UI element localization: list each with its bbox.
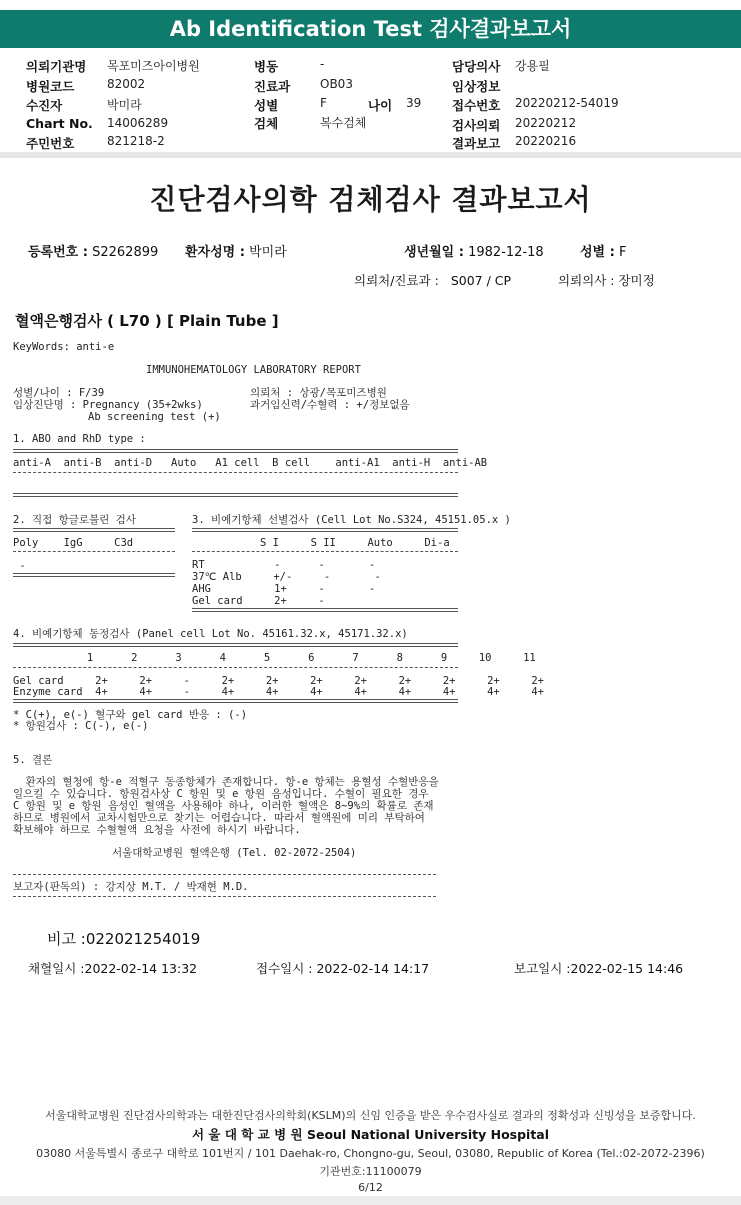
- history: 과거임신력/수혈력 : +/정보없음: [250, 399, 410, 411]
- header-info: [0, 50, 741, 150]
- label-hospital-code: 병원코드: [26, 79, 75, 94]
- requesting-doctor: [558, 271, 655, 289]
- value-patient: 박미라: [107, 98, 142, 112]
- screening-title: 3. 비예기항체 선별검사 (Cell Lot No.S324, 45151.05.x ): [192, 514, 511, 526]
- rule: [192, 528, 458, 532]
- label-specimen: 검체: [254, 116, 279, 131]
- lab-title: IMMUNOHEMATOLOGY LABORATORY REPORT: [146, 364, 361, 376]
- requesting-dept: [354, 271, 511, 289]
- receipt-time: 접수일시 : 2022-02-14 14:17: [256, 961, 430, 976]
- label-ward: 병동: [254, 59, 279, 74]
- value-hospital-code: 82002: [107, 77, 146, 91]
- birth-date: [404, 241, 544, 260]
- label-resident-no: 주민번호: [26, 136, 75, 151]
- diagnosis-2: Ab screening test (+): [88, 411, 221, 423]
- hospital-name-kr: 서 울 대 학 교 병 원: [191, 1127, 303, 1142]
- abo-title: 1. ABO and RhD type :: [13, 433, 146, 445]
- diagnosis: 임상진단명 : Pregnancy (35+2wks): [13, 399, 203, 411]
- rule: [192, 608, 458, 612]
- dob-value: 1982-12-18: [468, 245, 544, 260]
- sex-age: 성별/나이 : F/39: [13, 387, 105, 399]
- lab-report-title: 진단검사의학 검체검사 결과보고서: [149, 183, 592, 216]
- remark: [47, 928, 200, 949]
- label-doctor: 담당의사: [452, 59, 501, 74]
- sex-label: 성별 :: [580, 245, 615, 260]
- screening-row-ahg: AHG 1+ - -: [192, 583, 376, 595]
- conclusion-line-2: 일으킬 수 있습니다. 항원검사상 C 항원 및 e 항원 음성입니다. 수혈이 필요한 경우: [13, 788, 429, 800]
- keywords: KeyWords: anti-e: [13, 341, 115, 353]
- value-report-date: 20220216: [515, 134, 577, 148]
- conclusion-line-3: C 항원 및 e 항원 음성인 혈액을 사용해야 하나, 이러한 혈액은 8~9%의 확률로 존재: [13, 800, 434, 812]
- section-divider: [0, 152, 741, 158]
- value-department: OB03: [320, 77, 353, 91]
- value-request-date: 20220212: [515, 116, 577, 130]
- section-title: 혈액은행검사 ( L70 ) [ Plain Tube ]: [15, 312, 279, 330]
- report-title: Ab Identification Test 검사결과보고서: [169, 17, 572, 41]
- label-department: 진료과: [254, 79, 291, 94]
- conclusion-title: 5. 결론: [13, 754, 53, 766]
- label-age: 나이: [368, 98, 393, 113]
- label-patient: 수진자: [26, 98, 63, 113]
- panel-row-gel: Gel card 2+ 2+ - 2+ 2+ 2+ 2+ 2+ 2+ 2+ 2+: [13, 675, 545, 687]
- conclusion-line-1: 환자의 혈청에 항-e 적혈구 동종항체가 존재합니다. 항-e 항체는 용혈성 수혈반응을: [13, 776, 439, 788]
- value-institution: 목포미즈아이병원: [107, 59, 200, 73]
- conclusion-line-5: 확보해야 하므로 수혈혈액 요청을 사전에 하시기 바랍니다.: [13, 824, 301, 836]
- label-institution: 의뢰기관명: [26, 59, 87, 74]
- patient-name: [185, 241, 287, 260]
- rule: [13, 667, 458, 668]
- value-ward: -: [320, 57, 325, 71]
- rule: [13, 528, 175, 532]
- label-clinical-info: 임상정보: [452, 79, 501, 94]
- hospital-name: [0, 1125, 741, 1143]
- value-age: 39: [406, 96, 422, 110]
- rule: [192, 551, 458, 552]
- registration-number: [28, 241, 158, 260]
- institution-number: 기관번호:11100079: [319, 1165, 422, 1178]
- panel-header: 1 2 3 4 5 6 7 8 9 10 11: [30, 652, 536, 664]
- patient-sex: [580, 241, 626, 260]
- dept-value: S007 / CP: [450, 273, 512, 288]
- sex-value: F: [618, 245, 627, 260]
- screening-row-alb: 37℃ Alb +/- - -: [192, 571, 381, 583]
- panel-note-1: * C(+), e(-) 혈구와 gel card 반응 : (-): [13, 709, 248, 721]
- value-specimen: 복수검체: [320, 116, 367, 130]
- rule: [13, 472, 458, 473]
- reporter: 보고자(판독의) : 강지상 M.T. / 박재현 M.D.: [13, 881, 249, 893]
- value-sex: F: [320, 96, 327, 110]
- rule: [13, 551, 175, 552]
- hospital-address: 03080 서울특별시 종로구 대학로 101번지 / 101 Daehak-ro, Chongno-gu, Seoul, 03080, Republic of Korea (Tel.:02-2072-2396): [36, 1147, 705, 1160]
- value-chart-no: 14006289: [107, 116, 169, 130]
- dat-row: -: [13, 560, 26, 572]
- panel-note-2: * 항원검사 : C(-), e(-): [13, 720, 149, 732]
- value-accession-no: 20220212-54019: [515, 96, 619, 110]
- rule: [13, 449, 458, 453]
- report-title-bar: [0, 10, 741, 48]
- screening-row-gel: Gel card 2+ -: [192, 595, 325, 607]
- label-accession-no: 접수번호: [452, 98, 501, 113]
- dat-header: Poly IgG C3d: [13, 537, 134, 549]
- conclusion-line-4: 하므로 병원에서 교차시험만으로 찾기는 어렵습니다. 따라서 혈액원에 미리 부탁하여: [13, 812, 425, 824]
- rule: [13, 699, 458, 703]
- value-resident-no: 821218-2: [107, 134, 165, 148]
- label-report-date: 결과보고: [452, 136, 501, 151]
- rule: [13, 896, 436, 897]
- rule: [13, 493, 458, 497]
- remark-label: 비고 :: [47, 930, 86, 948]
- value-doctor: 강용필: [515, 59, 550, 73]
- rule: [13, 874, 436, 875]
- panel-title: 4. 비예기항체 동정검사 (Panel cell Lot No. 45161.32.x, 45171.32.x): [13, 628, 408, 640]
- dob-label: 생년월일 :: [404, 245, 464, 260]
- doctor-value: 장미정: [618, 273, 655, 288]
- certification-text: 서울대학교병원 진단검사의학과는 대한진단검사의학회(KSLM)의 신임 인증을 받은 우수검사실로 결과의 정확성과 신빙성을 보증합니다.: [45, 1109, 696, 1122]
- label-sex: 성별: [254, 98, 279, 113]
- collection-time: 채혈일시 :2022-02-14 13:32: [28, 961, 198, 976]
- dat-title: 2. 직접 항글로불린 검사: [13, 514, 136, 526]
- report-time: 보고일시 :2022-02-15 14:46: [514, 961, 684, 976]
- name-value: 박미라: [249, 245, 287, 260]
- abo-header: anti-A anti-B anti-D Auto A1 cell B cell anti-A1 anti-H anti-AB: [13, 457, 488, 469]
- page-bottom-bar: [0, 1196, 741, 1205]
- label-request-date: 검사의뢰: [452, 118, 501, 133]
- hospital-name-en: Seoul National University Hospital: [306, 1127, 550, 1142]
- panel-row-enzyme: Enzyme card 4+ 4+ - 4+ 4+ 4+ 4+ 4+ 4+ 4+ 4+: [13, 686, 545, 698]
- screening-row-rt: RT - - -: [192, 559, 376, 571]
- requester: 의뢰처 : 상광/목포미즈병원: [250, 387, 387, 399]
- rule: [13, 643, 458, 647]
- label-chart-no: Chart No.: [26, 116, 93, 131]
- dept-label: 의뢰처/진료과 :: [354, 273, 439, 288]
- screening-header: S I S II Auto Di-a: [260, 537, 450, 549]
- name-label: 환자성명 :: [185, 245, 245, 260]
- remark-value: 022021254019: [85, 930, 201, 948]
- regno-label: 등록번호 :: [28, 245, 88, 260]
- rule: [13, 573, 175, 577]
- page-number: 6/12: [358, 1181, 383, 1194]
- blood-bank-contact: 서울대학교병원 혈액은행 (Tel. 02-2072-2504): [112, 847, 357, 859]
- doctor-label: 의뢰의사 :: [558, 273, 615, 288]
- regno-value: S2262899: [92, 245, 159, 260]
